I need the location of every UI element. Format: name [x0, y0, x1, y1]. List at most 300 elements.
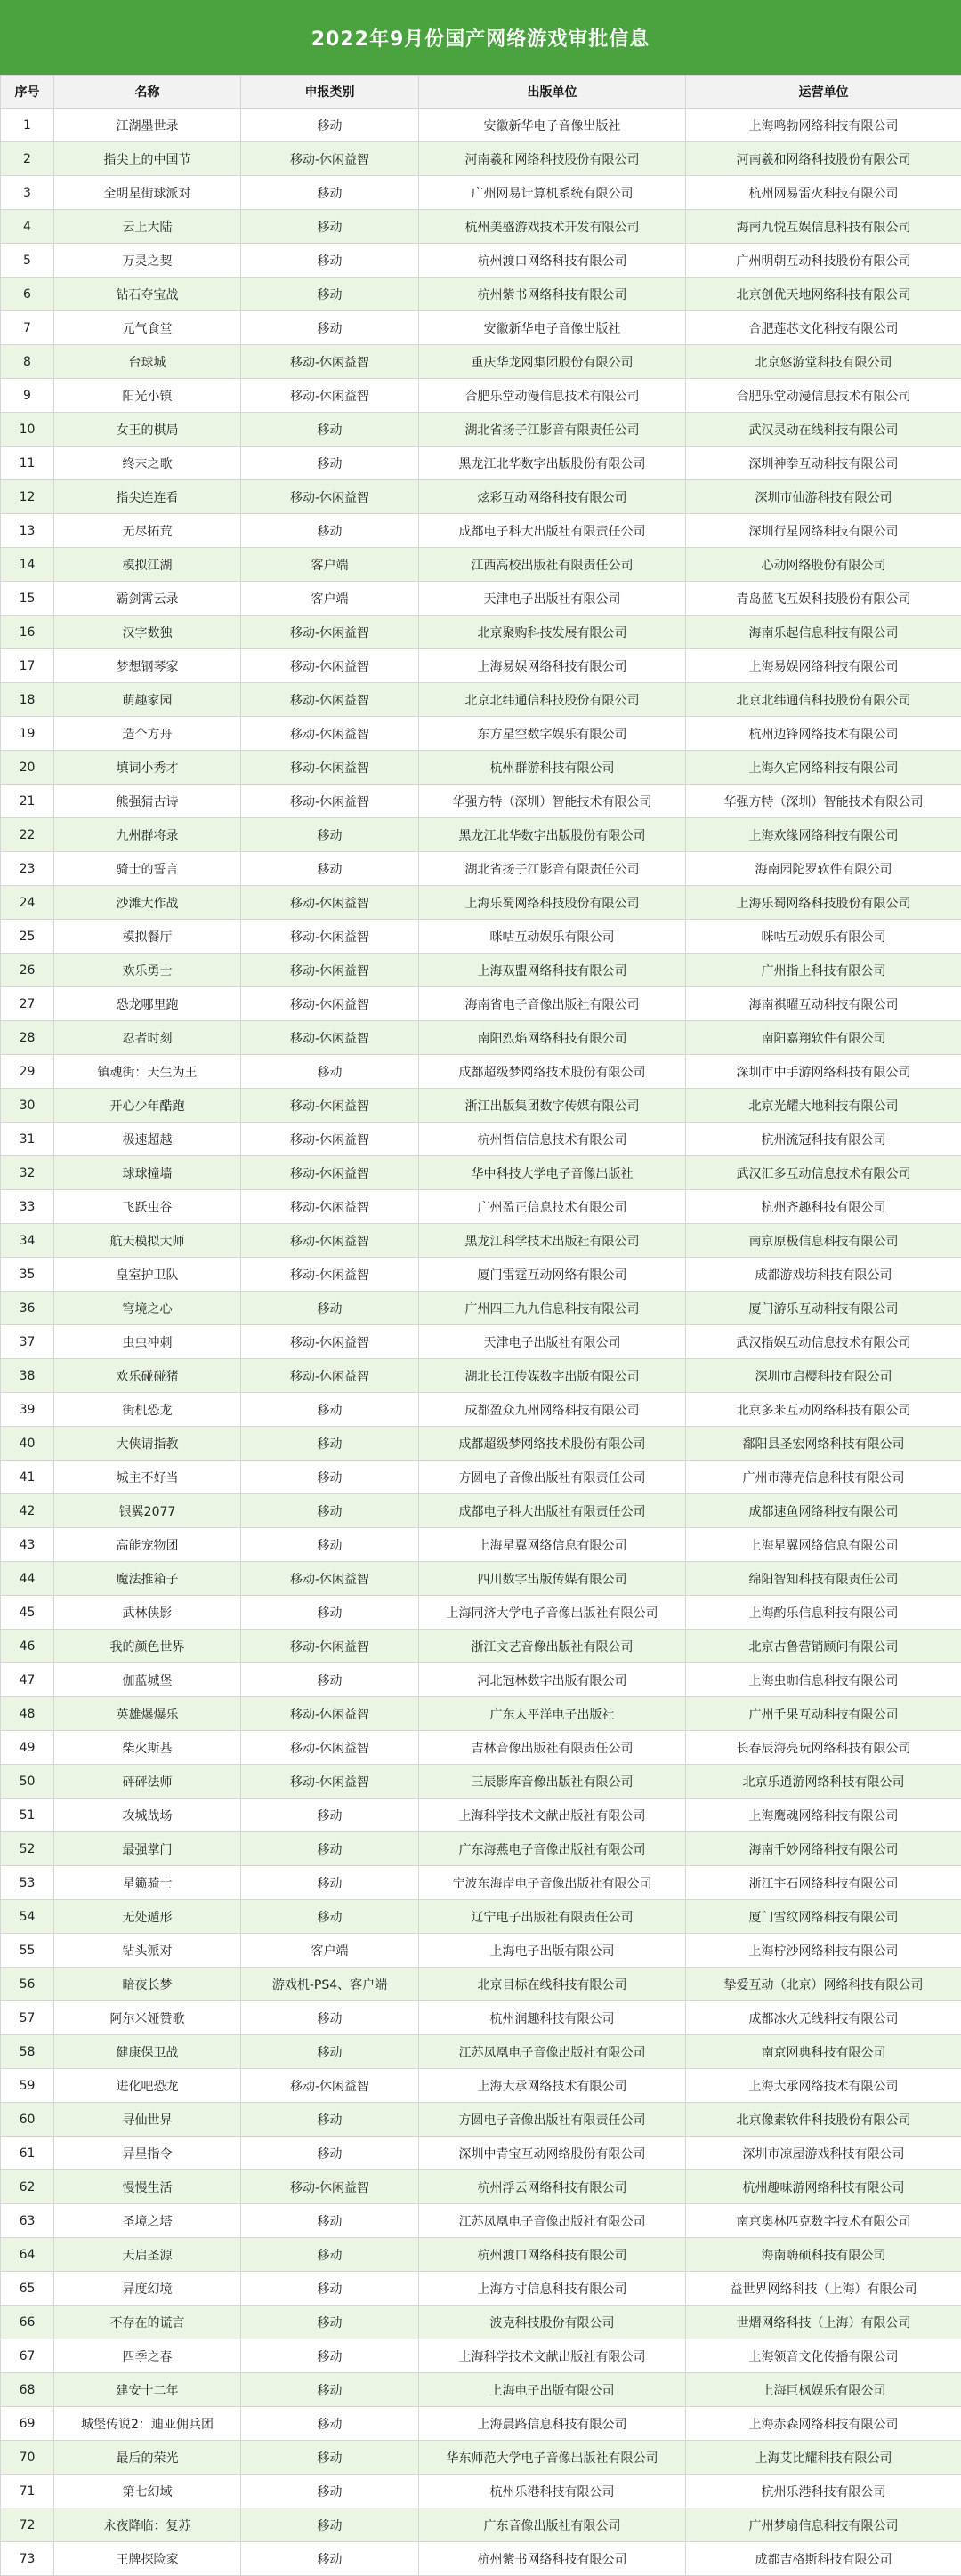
cell-publisher: 合肥乐堂动漫信息技术有限公司	[419, 379, 686, 413]
cell-index: 6	[1, 278, 54, 311]
cell-publisher: 上海双盟网络科技有限公司	[419, 954, 686, 987]
cell-operator: 北京悠游堂科技有限公司	[686, 345, 961, 379]
cell-game-name: 无尽拓荒	[54, 514, 241, 548]
cell-index: 25	[1, 920, 54, 954]
cell-operator: 广州市薄壳信息科技有限公司	[686, 1461, 961, 1494]
cell-game-name: 城堡传说2：迪亚佣兵团	[54, 2407, 241, 2441]
cell-publisher: 安徽新华电子音像出版社	[419, 109, 686, 142]
cell-operator: 南阳嘉翔软件有限公司	[686, 1021, 961, 1055]
cell-category: 移动-休闲益智	[241, 480, 419, 514]
cell-publisher: 江西高校出版社有限责任公司	[419, 548, 686, 582]
cell-category: 移动	[241, 2542, 419, 2576]
cell-operator: 华强方特（深圳）智能技术有限公司	[686, 785, 961, 818]
table-row	[1, 1596, 961, 1630]
cell-game-name: 伽蓝城堡	[54, 1663, 241, 1697]
cell-index: 21	[1, 785, 54, 818]
cell-game-name: 四季之春	[54, 2339, 241, 2373]
cell-operator: 北京像素软件科技股份有限公司	[686, 2103, 961, 2137]
cell-index: 16	[1, 616, 54, 649]
cell-publisher: 华强方特（深圳）智能技术有限公司	[419, 785, 686, 818]
cell-operator: 上海乐蜀网络科技股份有限公司	[686, 886, 961, 920]
cell-index: 68	[1, 2373, 54, 2407]
cell-category: 客户端	[241, 582, 419, 616]
cell-game-name: 球球撞墙	[54, 1156, 241, 1190]
table-row	[1, 278, 961, 311]
cell-operator: 广州指上科技有限公司	[686, 954, 961, 987]
cell-category: 移动-休闲益智	[241, 1359, 419, 1393]
table-row	[1, 1055, 961, 1089]
cell-category: 移动	[241, 278, 419, 311]
cell-operator: 成都速鱼网络科技有限公司	[686, 1494, 961, 1528]
cell-index: 42	[1, 1494, 54, 1528]
cell-game-name: 梦想钢琴家	[54, 649, 241, 683]
cell-category: 移动	[241, 1427, 419, 1461]
cell-publisher: 安徽新华电子音像出版社	[419, 311, 686, 345]
col-header-name: 名称	[54, 76, 241, 109]
table-row	[1, 1731, 961, 1765]
cell-publisher: 华中科技大学电子音像出版社	[419, 1156, 686, 1190]
cell-game-name: 城主不好当	[54, 1461, 241, 1494]
cell-category: 移动-休闲益智	[241, 1123, 419, 1156]
cell-publisher: 天津电子出版社有限公司	[419, 1325, 686, 1359]
table-row	[1, 447, 961, 480]
table-row	[1, 311, 961, 345]
table-row	[1, 1359, 961, 1393]
cell-publisher: 杭州乐港科技有限公司	[419, 2475, 686, 2508]
cell-publisher: 方圆电子音像出版社有限责任公司	[419, 1461, 686, 1494]
cell-operator: 挚爱互动（北京）网络科技有限公司	[686, 1968, 961, 2001]
cell-index: 11	[1, 447, 54, 480]
cell-operator: 武汉指娱互动信息技术有限公司	[686, 1325, 961, 1359]
table-row	[1, 176, 961, 210]
table-row	[1, 1799, 961, 1832]
cell-game-name: 镇魂街：天生为王	[54, 1055, 241, 1089]
cell-publisher: 上海晨路信息科技有限公司	[419, 2407, 686, 2441]
cell-index: 60	[1, 2103, 54, 2137]
cell-game-name: 永夜降临：复苏	[54, 2508, 241, 2542]
cell-publisher: 波克科技股份有限公司	[419, 2306, 686, 2339]
cell-publisher: 湖北省扬子江影音有限责任公司	[419, 413, 686, 447]
cell-index: 40	[1, 1427, 54, 1461]
cell-game-name: 模拟江湖	[54, 548, 241, 582]
cell-category: 移动	[241, 2339, 419, 2373]
cell-operator: 成都游戏坊科技有限公司	[686, 1258, 961, 1292]
cell-publisher: 杭州浮云网络科技有限公司	[419, 2170, 686, 2204]
cell-publisher: 成都超级梦网络技术股份有限公司	[419, 1427, 686, 1461]
table-row	[1, 1325, 961, 1359]
cell-game-name: 阿尔米娅赞歌	[54, 2001, 241, 2035]
table-row	[1, 616, 961, 649]
cell-game-name: 忍者时刻	[54, 1021, 241, 1055]
cell-publisher: 炫彩互动网络科技有限公司	[419, 480, 686, 514]
cell-publisher: 浙江文艺音像出版社有限公司	[419, 1630, 686, 1663]
cell-game-name: 钻头派对	[54, 1934, 241, 1968]
cell-index: 38	[1, 1359, 54, 1393]
cell-category: 移动-休闲益智	[241, 379, 419, 413]
table-row	[1, 1900, 961, 1934]
cell-category: 移动-休闲益智	[241, 1021, 419, 1055]
cell-game-name: 江湖墨世录	[54, 109, 241, 142]
cell-operator: 深圳市仙游科技有限公司	[686, 480, 961, 514]
cell-category: 移动	[241, 852, 419, 886]
table-row	[1, 1934, 961, 1968]
cell-operator: 杭州流冠科技有限公司	[686, 1123, 961, 1156]
cell-game-name: 圣境之塔	[54, 2204, 241, 2238]
cell-index: 62	[1, 2170, 54, 2204]
cell-game-name: 造个方舟	[54, 717, 241, 751]
cell-index: 69	[1, 2407, 54, 2441]
cell-operator: 深圳行星网络科技有限公司	[686, 514, 961, 548]
cell-game-name: 王牌探险家	[54, 2542, 241, 2576]
cell-operator: 上海欢缘网络科技有限公司	[686, 818, 961, 852]
table-row	[1, 1765, 961, 1799]
table-row	[1, 1190, 961, 1224]
cell-index: 72	[1, 2508, 54, 2542]
cell-game-name: 最强掌门	[54, 1832, 241, 1866]
table-row	[1, 1866, 961, 1900]
table-row	[1, 379, 961, 413]
cell-operator: 海南九悦互娱信息科技有限公司	[686, 210, 961, 244]
cell-operator: 广州明朝互动科技股份有限公司	[686, 244, 961, 278]
cell-publisher: 海南省电子音像出版社有限公司	[419, 987, 686, 1021]
cell-game-name: 填词小秀才	[54, 751, 241, 785]
table-row	[1, 2373, 961, 2407]
cell-index: 14	[1, 548, 54, 582]
cell-publisher: 北京北纬通信科技股份有限公司	[419, 683, 686, 717]
cell-operator: 海南祺曜互动科技有限公司	[686, 987, 961, 1021]
cell-category: 移动-休闲益智	[241, 1089, 419, 1123]
cell-category: 移动-休闲益智	[241, 649, 419, 683]
table-row	[1, 210, 961, 244]
table-row	[1, 1021, 961, 1055]
cell-operator: 深圳神拳互动科技有限公司	[686, 447, 961, 480]
cell-operator: 北京创优天地网络科技有限公司	[686, 278, 961, 311]
table-row	[1, 1494, 961, 1528]
cell-publisher: 北京聚购科技发展有限公司	[419, 616, 686, 649]
cell-operator: 深圳市凉屋游戏科技有限公司	[686, 2137, 961, 2170]
cell-index: 53	[1, 1866, 54, 1900]
cell-operator: 心动网络股份有限公司	[686, 548, 961, 582]
table-row	[1, 2542, 961, 2576]
cell-category: 移动	[241, 2508, 419, 2542]
cell-category: 移动	[241, 2475, 419, 2508]
cell-index: 46	[1, 1630, 54, 1663]
cell-publisher: 华东师范大学电子音像出版社有限公司	[419, 2441, 686, 2475]
cell-game-name: 我的颜色世界	[54, 1630, 241, 1663]
cell-index: 35	[1, 1258, 54, 1292]
cell-game-name: 建安十二年	[54, 2373, 241, 2407]
cell-category: 移动	[241, 2137, 419, 2170]
cell-category: 移动	[241, 244, 419, 278]
cell-game-name: 台球城	[54, 345, 241, 379]
cell-category: 客户端	[241, 1934, 419, 1968]
cell-game-name: 萌趣家园	[54, 683, 241, 717]
table-row	[1, 548, 961, 582]
cell-publisher: 广州网易计算机系统有限公司	[419, 176, 686, 210]
cell-index: 24	[1, 886, 54, 920]
cell-game-name: 终末之歌	[54, 447, 241, 480]
cell-publisher: 上海电子出版有限公司	[419, 2373, 686, 2407]
cell-publisher: 上海科学技术文献出版社有限公司	[419, 2339, 686, 2373]
cell-index: 10	[1, 413, 54, 447]
cell-game-name: 天启圣源	[54, 2238, 241, 2272]
cell-category: 移动-休闲益智	[241, 2170, 419, 2204]
cell-publisher: 广东太平洋电子出版社	[419, 1697, 686, 1731]
table-row	[1, 1224, 961, 1258]
cell-category: 移动	[241, 2441, 419, 2475]
cell-game-name: 飞跃虫谷	[54, 1190, 241, 1224]
cell-game-name: 皇室护卫队	[54, 1258, 241, 1292]
cell-index: 37	[1, 1325, 54, 1359]
cell-game-name: 骑士的誓言	[54, 852, 241, 886]
cell-publisher: 吉林音像出版社有限责任公司	[419, 1731, 686, 1765]
table-row	[1, 1156, 961, 1190]
cell-index: 27	[1, 987, 54, 1021]
col-header-operator: 运营单位	[686, 76, 961, 109]
cell-game-name: 英雄爆爆乐	[54, 1697, 241, 1731]
col-header-publisher: 出版单位	[419, 76, 686, 109]
cell-operator: 咪咕互动娱乐有限公司	[686, 920, 961, 954]
cell-publisher: 河南羲和网络科技股份有限公司	[419, 142, 686, 176]
cell-publisher: 上海同济大学电子音像出版社有限公司	[419, 1596, 686, 1630]
table-row	[1, 717, 961, 751]
cell-category: 移动-休闲益智	[241, 142, 419, 176]
table-row	[1, 2103, 961, 2137]
cell-operator: 杭州边锋网络技术有限公司	[686, 717, 961, 751]
cell-category: 移动	[241, 210, 419, 244]
cell-operator: 上海鸣勃网络科技有限公司	[686, 109, 961, 142]
cell-publisher: 上海乐蜀网络科技股份有限公司	[419, 886, 686, 920]
cell-operator: 鄱阳县圣宏网络科技有限公司	[686, 1427, 961, 1461]
cell-operator: 杭州趣味游网络科技有限公司	[686, 2170, 961, 2204]
cell-publisher: 南阳烈焰网络科技有限公司	[419, 1021, 686, 1055]
cell-game-name: 霸剑霄云录	[54, 582, 241, 616]
cell-index: 29	[1, 1055, 54, 1089]
cell-index: 26	[1, 954, 54, 987]
cell-category: 移动-休闲益智	[241, 1765, 419, 1799]
col-header-category: 申报类别	[241, 76, 419, 109]
cell-category: 移动-休闲益智	[241, 751, 419, 785]
cell-index: 61	[1, 2137, 54, 2170]
cell-index: 1	[1, 109, 54, 142]
cell-game-name: 钻石夺宝战	[54, 278, 241, 311]
cell-operator: 北京古鲁营销顾问有限公司	[686, 1630, 961, 1663]
table-row	[1, 142, 961, 176]
cell-publisher: 广东海燕电子音像出版社有限公司	[419, 1832, 686, 1866]
cell-game-name: 万灵之契	[54, 244, 241, 278]
cell-index: 45	[1, 1596, 54, 1630]
cell-publisher: 上海星翼网络信息有限公司	[419, 1528, 686, 1562]
cell-category: 移动	[241, 1393, 419, 1427]
cell-category: 移动	[241, 1461, 419, 1494]
table-row	[1, 1562, 961, 1596]
cell-category: 移动	[241, 176, 419, 210]
cell-game-name: 模拟餐厅	[54, 920, 241, 954]
cell-category: 移动-休闲益智	[241, 1224, 419, 1258]
cell-index: 15	[1, 582, 54, 616]
cell-index: 48	[1, 1697, 54, 1731]
cell-index: 43	[1, 1528, 54, 1562]
cell-game-name: 开心少年酷跑	[54, 1089, 241, 1123]
table-title-text: 2022年9月份国产网络游戏审批信息	[311, 24, 650, 52]
table-row	[1, 683, 961, 717]
cell-category: 移动-休闲益智	[241, 345, 419, 379]
table-row	[1, 2035, 961, 2069]
cell-publisher: 黑龙江科学技术出版社有限公司	[419, 1224, 686, 1258]
cell-operator: 海南乐起信息科技有限公司	[686, 616, 961, 649]
table-row	[1, 852, 961, 886]
cell-publisher: 广东音像出版社有限公司	[419, 2508, 686, 2542]
cell-game-name: 全明星街球派对	[54, 176, 241, 210]
cell-operator: 厦门游乐互动科技有限公司	[686, 1292, 961, 1325]
cell-category: 移动	[241, 1292, 419, 1325]
cell-game-name: 高能宠物团	[54, 1528, 241, 1562]
table-row	[1, 2508, 961, 2542]
cell-game-name: 健康保卫战	[54, 2035, 241, 2069]
cell-index: 47	[1, 1663, 54, 1697]
cell-game-name: 恐龙哪里跑	[54, 987, 241, 1021]
cell-operator: 上海鹰魂网络科技有限公司	[686, 1799, 961, 1832]
cell-operator: 益世界网络科技（上海）有限公司	[686, 2272, 961, 2306]
cell-operator: 浙江宇石网络科技有限公司	[686, 1866, 961, 1900]
cell-publisher: 厦门雷霆互动网络有限公司	[419, 1258, 686, 1292]
cell-index: 39	[1, 1393, 54, 1427]
cell-game-name: 女王的棋局	[54, 413, 241, 447]
table-row	[1, 1528, 961, 1562]
cell-index: 4	[1, 210, 54, 244]
cell-index: 49	[1, 1731, 54, 1765]
cell-operator: 上海巨枫娱乐有限公司	[686, 2373, 961, 2407]
cell-game-name: 异星指令	[54, 2137, 241, 2170]
header-row	[1, 76, 961, 109]
cell-operator: 广州千果互动科技有限公司	[686, 1697, 961, 1731]
cell-category: 移动-休闲益智	[241, 717, 419, 751]
cell-operator: 深圳市启樱科技有限公司	[686, 1359, 961, 1393]
table-row	[1, 818, 961, 852]
cell-category: 移动	[241, 2373, 419, 2407]
table-row	[1, 514, 961, 548]
table-row	[1, 1832, 961, 1866]
cell-category: 移动	[241, 2103, 419, 2137]
cell-index: 13	[1, 514, 54, 548]
cell-category: 移动-休闲益智	[241, 1190, 419, 1224]
cell-operator: 杭州齐趣科技有限公司	[686, 1190, 961, 1224]
cell-category: 移动	[241, 1832, 419, 1866]
cell-operator: 上海领音文化传播有限公司	[686, 2339, 961, 2373]
cell-publisher: 杭州紫书网络科技有限公司	[419, 278, 686, 311]
cell-operator: 南京原极信息科技有限公司	[686, 1224, 961, 1258]
cell-operator: 北京北纬通信科技股份有限公司	[686, 683, 961, 717]
cell-publisher: 湖北省扬子江影音有限责任公司	[419, 852, 686, 886]
cell-index: 18	[1, 683, 54, 717]
cell-game-name: 魔法推箱子	[54, 1562, 241, 1596]
cell-index: 56	[1, 1968, 54, 2001]
cell-index: 3	[1, 176, 54, 210]
cell-publisher: 广州四三九九信息科技有限公司	[419, 1292, 686, 1325]
cell-game-name: 指尖上的中国节	[54, 142, 241, 176]
cell-category: 移动-休闲益智	[241, 1630, 419, 1663]
table-row	[1, 751, 961, 785]
cell-index: 66	[1, 2306, 54, 2339]
cell-operator: 上海久宜网络科技有限公司	[686, 751, 961, 785]
cell-operator: 上海赤森网络科技有限公司	[686, 2407, 961, 2441]
cell-category: 移动	[241, 514, 419, 548]
cell-category: 移动	[241, 1663, 419, 1697]
cell-game-name: 穹境之心	[54, 1292, 241, 1325]
cell-operator: 广州梦扇信息科技有限公司	[686, 2508, 961, 2542]
cell-category: 移动	[241, 1596, 419, 1630]
cell-publisher: 河北冠林数字出版有限公司	[419, 1663, 686, 1697]
cell-category: 移动-休闲益智	[241, 1258, 419, 1292]
table-row	[1, 1630, 961, 1663]
cell-index: 19	[1, 717, 54, 751]
cell-index: 2	[1, 142, 54, 176]
table-row	[1, 1968, 961, 2001]
table-row	[1, 1292, 961, 1325]
table-row	[1, 886, 961, 920]
cell-operator: 成都冰火无线科技有限公司	[686, 2001, 961, 2035]
cell-operator: 上海星翼网络信息有限公司	[686, 1528, 961, 1562]
cell-game-name: 星籁骑士	[54, 1866, 241, 1900]
cell-game-name: 欢乐碰碰猪	[54, 1359, 241, 1393]
cell-game-name: 熊强猜古诗	[54, 785, 241, 818]
table-row	[1, 1258, 961, 1292]
cell-category: 移动	[241, 413, 419, 447]
cell-category: 移动-休闲益智	[241, 954, 419, 987]
cell-index: 34	[1, 1224, 54, 1258]
cell-publisher: 成都超级梦网络技术股份有限公司	[419, 1055, 686, 1089]
cell-publisher: 方圆电子音像出版社有限责任公司	[419, 2103, 686, 2137]
cell-index: 22	[1, 818, 54, 852]
cell-index: 73	[1, 2542, 54, 2576]
table-row	[1, 2407, 961, 2441]
table-row	[1, 785, 961, 818]
cell-operator: 武汉灵动在线科技有限公司	[686, 413, 961, 447]
cell-publisher: 辽宁电子出版社有限责任公司	[419, 1900, 686, 1934]
cell-index: 36	[1, 1292, 54, 1325]
cell-publisher: 东方星空数字娱乐有限公司	[419, 717, 686, 751]
cell-operator: 成都吉格斯科技有限公司	[686, 2542, 961, 2576]
cell-game-name: 航天模拟大师	[54, 1224, 241, 1258]
table-row	[1, 345, 961, 379]
table-row	[1, 987, 961, 1021]
cell-index: 58	[1, 2035, 54, 2069]
cell-category: 移动	[241, 2204, 419, 2238]
cell-game-name: 欢乐勇士	[54, 954, 241, 987]
cell-operator: 南京网典科技有限公司	[686, 2035, 961, 2069]
cell-operator: 上海艾比耀科技有限公司	[686, 2441, 961, 2475]
cell-index: 30	[1, 1089, 54, 1123]
approval-table	[0, 75, 961, 2576]
cell-index: 41	[1, 1461, 54, 1494]
cell-index: 33	[1, 1190, 54, 1224]
cell-game-name: 极速超越	[54, 1123, 241, 1156]
cell-publisher: 上海易娱网络科技有限公司	[419, 649, 686, 683]
cell-index: 65	[1, 2272, 54, 2306]
cell-operator: 青岛蓝飞互娱科技股份有限公司	[686, 582, 961, 616]
cell-publisher: 黑龙江北华数字出版股份有限公司	[419, 818, 686, 852]
table-header	[1, 76, 961, 109]
table-row	[1, 2339, 961, 2373]
cell-publisher: 三辰影库音像出版社有限公司	[419, 1765, 686, 1799]
cell-index: 64	[1, 2238, 54, 2272]
table-body	[1, 109, 961, 2576]
cell-publisher: 杭州润趣科技有限公司	[419, 2001, 686, 2035]
cell-index: 5	[1, 244, 54, 278]
cell-category: 移动-休闲益智	[241, 1325, 419, 1359]
cell-game-name: 攻城战场	[54, 1799, 241, 1832]
cell-publisher: 上海电子出版有限公司	[419, 1934, 686, 1968]
